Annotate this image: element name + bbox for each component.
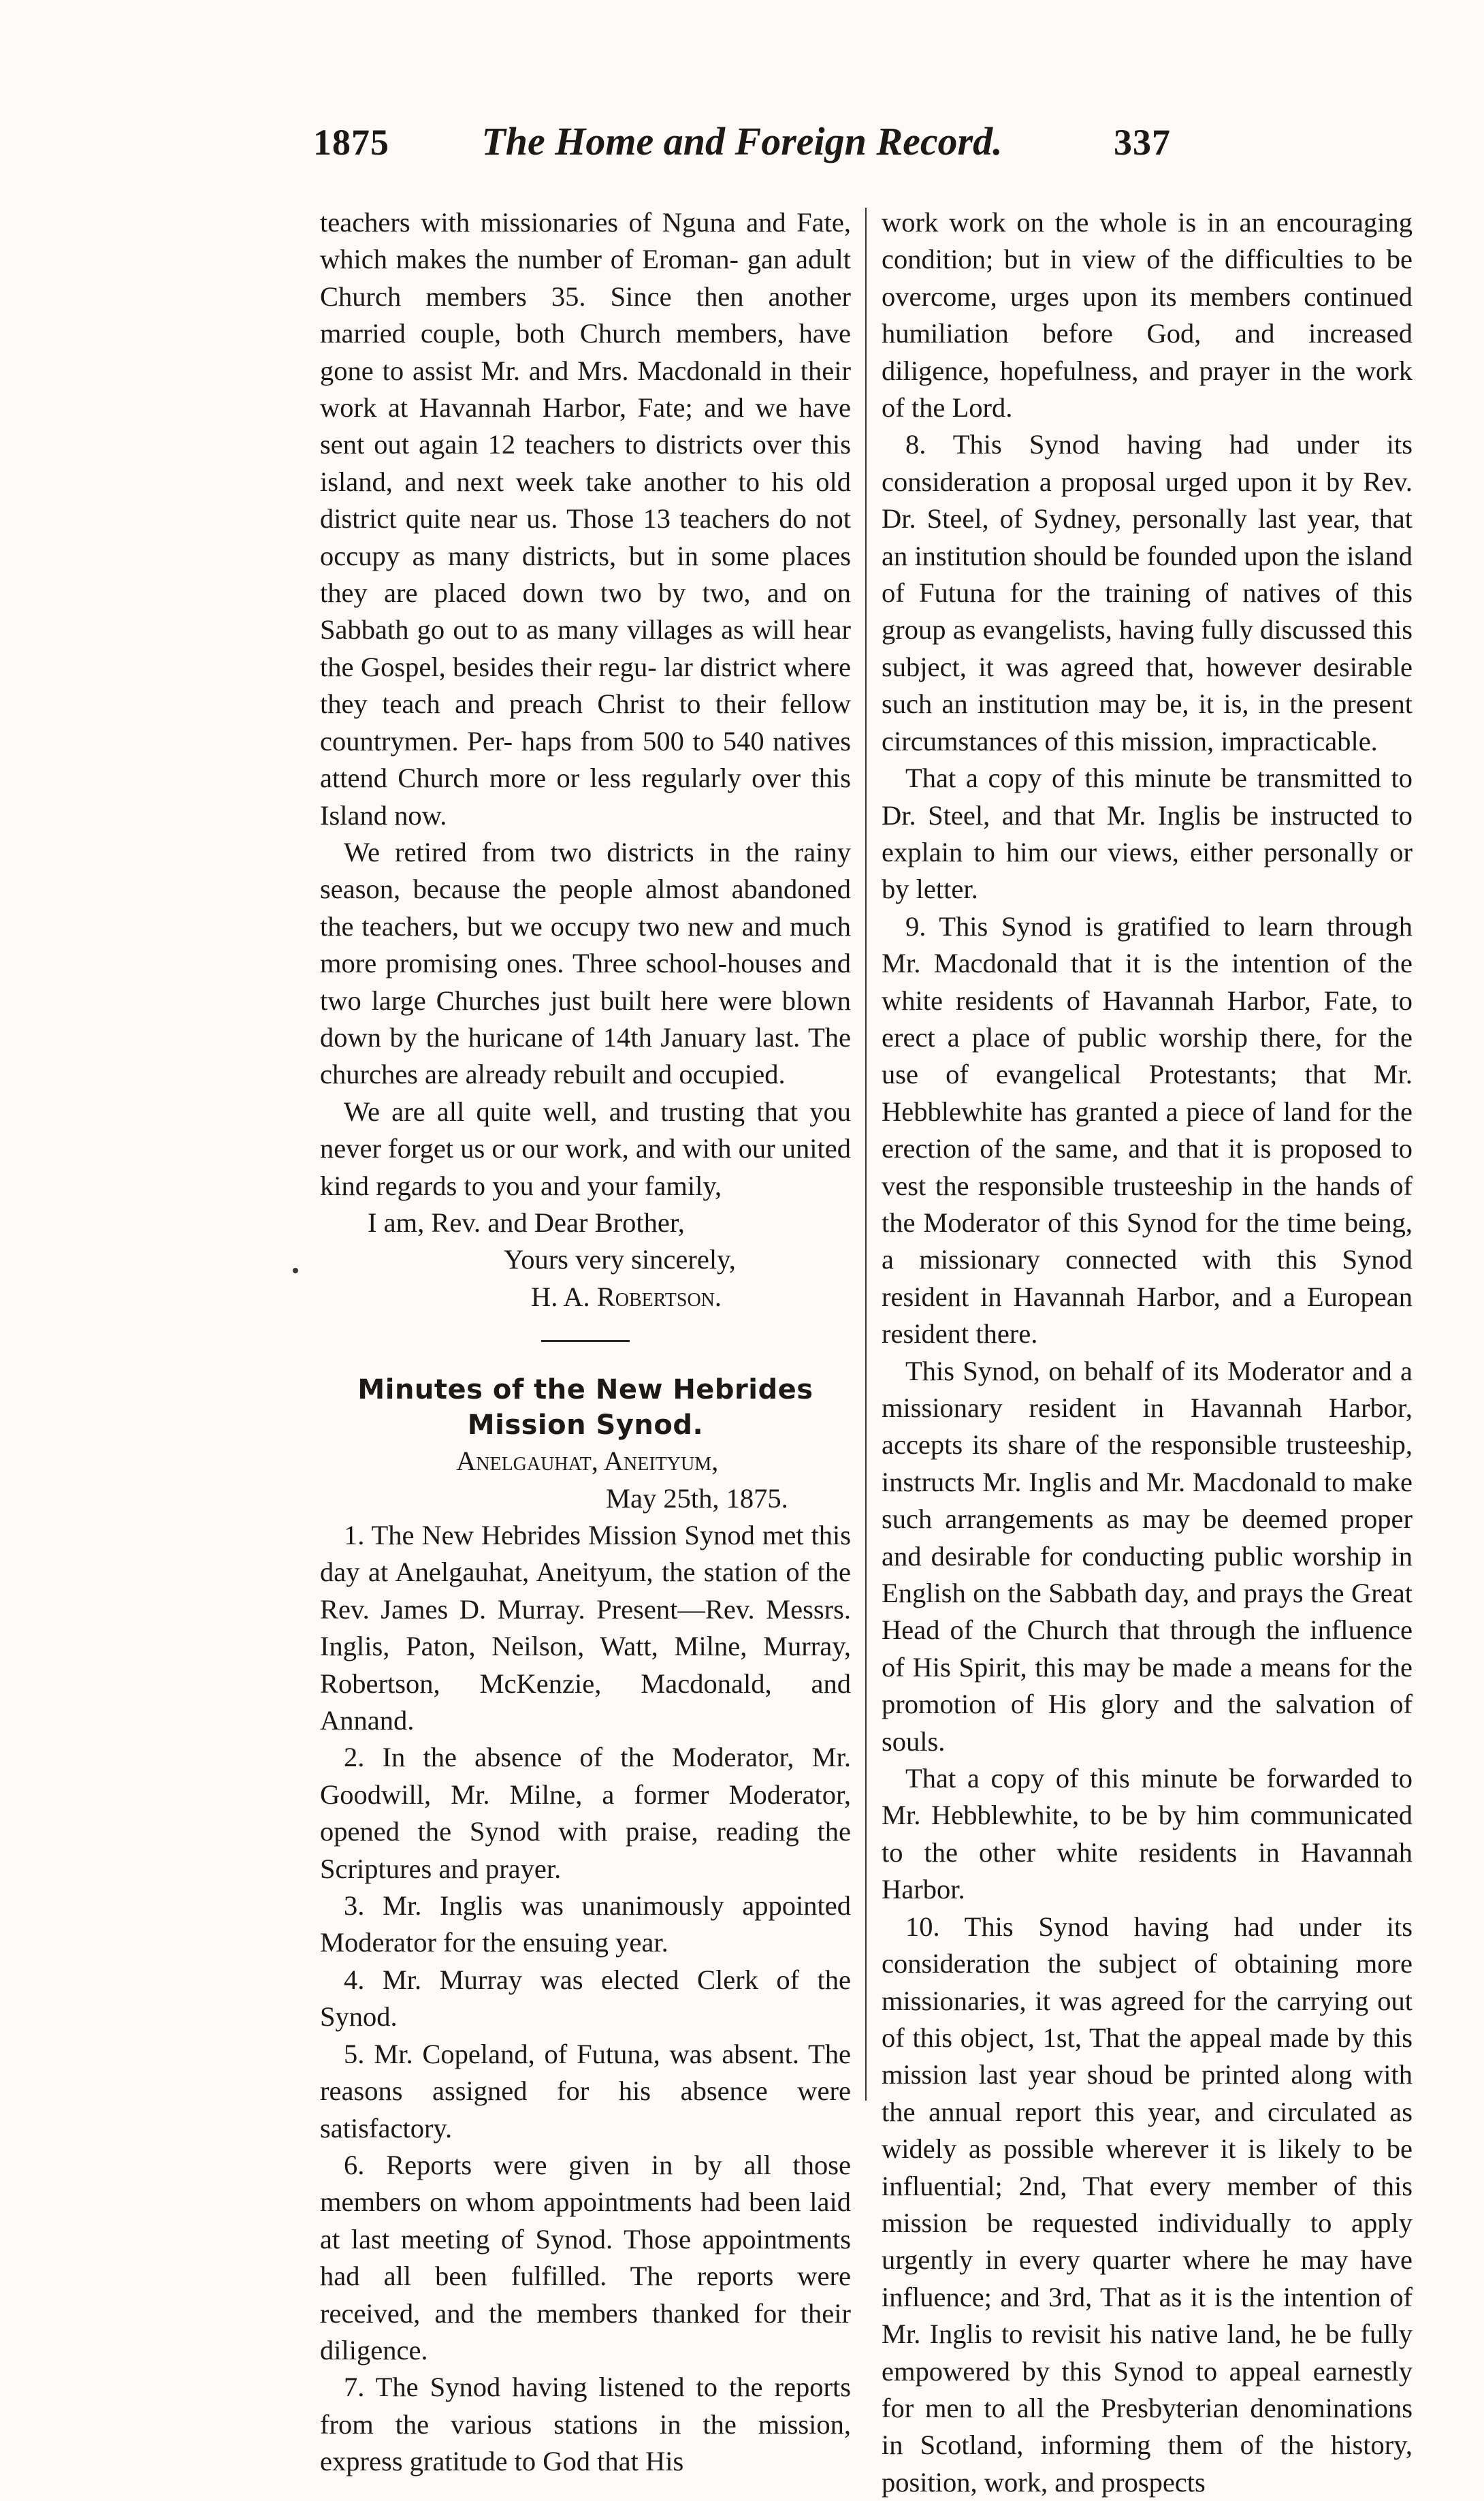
dateline-place: Anelgauhat, Aneityum,	[456, 1446, 719, 1477]
page-number: 337	[1114, 122, 1171, 163]
minute-item: 8. This Synod having had under its consideration a proposal urged upon it by Rev. Dr. Steel, of Sydney, personally last year, that an institution should be founded upon the island of Futuna for the training of natives of this group as evangelists, having fully discussed this subject, it was agreed that, however desirable such an institution may be, it is, in the present circumstances of this mission, impracticable.	[882, 429, 1413, 756]
minute-item-continued: work work on the whole is in an encouraging condition; but in view of the difficulties to be overcome, urges upon its members continued humiliation before God, and increased diligence, hopefulness, and prayer in the work of the Lord.	[882, 207, 1413, 424]
minute-item: 5. Mr. Copeland, of Futuna, was absent. The reasons assigned for his absence were satisfactory.	[320, 2038, 851, 2144]
section-divider	[541, 1340, 630, 1342]
column-divider	[865, 208, 867, 2101]
article-heading: Minutes of the New Hebrides Mission Synod.	[357, 1374, 813, 1441]
minute-item: 10. This Synod having had under its consideration the subject of obtaining more missionaries, it was agreed for the carrying out of this object, 1st, That the appeal made by this mission last year shoud be printed along with the annual report this year, and circulated as widely as possible wherever it is likely to be influential; 2nd, That every member of this mission be requested individually to apply urgently in every quarter where he may have influence; and 3rd, That as it is the intention of Mr. Inglis to revisit his native land, he be fully empowered by this Synod to appeal earnestly for men to all the Presbyterian denominations in Scotland, informing them of the history, position, work, and prospects	[882, 1911, 1413, 2498]
letter-paragraph-continued	[320, 204, 851, 834]
text-line: haps from 500 to 540 natives attend Church more or less regularly over this Island now.	[320, 725, 852, 831]
text-line: teachers with missionaries of Nguna and Fate, which makes the number of Eroman-	[320, 207, 851, 275]
right-column	[882, 204, 1413, 2501]
text-line: members, have gone to assist Mr. and Mrs. Macdonald in their work at Havannah	[320, 318, 851, 424]
letter-valediction: Yours very sincerely,	[504, 1244, 736, 1275]
margin-mark	[293, 1268, 298, 1273]
text-line: and on Sabbath go out to as many villages as will hear the Gospel, besides their regu-	[320, 577, 851, 682]
minute-item: That a copy of this minute be forwarded to Mr. Hebblewhite, to be by him communicated to the other white residents in Havannah Harbor.	[882, 1763, 1413, 1905]
text-line: occupy as many districts, but in some places they are placed down two by two,	[320, 540, 851, 609]
minute-item: 1. The New Hebrides Mission Synod met this day at Anelgauhat, Aneityum, the station of the Rev. James D. Murray. Present—Rev. Messrs. Inglis, Paton, Neilson, Watt, Milne, Murray, Robertson, McKenzie, Macdonald, and Annand.	[320, 1520, 851, 1736]
letter-closing: I am, Rev. and Dear Brother,	[368, 1207, 685, 1238]
minute-item: 7. The Synod having listened to the reports from the various stations in the mission, express gratitude to God that His	[320, 2372, 851, 2477]
minute-item: 9. This Synod is gratified to learn through Mr. Macdonald that it is the intention of the white residents of Havannah Harbor, Fate, to erect a place of public worship there, for the use of evangelical Protestants; that Mr. Hebblewhite has granted a piece of land for the erection of the same, and that it is proposed to vest the responsible trusteeship in the hands of the Moderator of this Synod for the time being, a missionary connected with this Synod resident in Havannah Harbor, and a European resident there.	[882, 910, 1413, 1350]
header-year: 1875	[313, 122, 389, 163]
minute-item: 2. In the absence of the Moderator, Mr. Goodwill, Mr. Milne, a former Moderator, opened the Synod with praise, reading the Scriptures and prayer.	[320, 1742, 851, 1884]
running-header	[313, 121, 1171, 176]
letter-paragraph: We retired from two districts in the rainy season, because the people almost abandoned the teachers, but we occupy two new and much more promising ones. Three school-houses and two large Churches just built here were blown down by the huricane of 14th January last. The churches are already rebuilt and occupied.	[320, 836, 851, 1090]
minute-item: 6. Reports were given in by all those members on whom appointments had been laid at last meeting of Synod. Those appointments had all been fulfilled. The reports were received, and the members thanked for their diligence.	[320, 2149, 851, 2365]
minute-item: This Synod, on behalf of its Moderator and a missionary resident in Havannah Harbor, accepts its share of the responsible trusteeship, instructs Mr. Inglis and Mr. Macdonald to make such arrangements as may be deemed proper and desirable for conducting public worship in English on the Sabbath day, and prays the Great Head of the Church that through the influence of His Spirit, this may be made a means for the promotion of His glory and the salvation of souls.	[882, 1355, 1413, 1757]
text-line: lar district where they teach and preach Christ to their fellow countrymen. Per-	[320, 651, 851, 756]
text-line: Harbor, Fate; and we have sent out again 12 teachers to districts over this island, and	[320, 392, 851, 497]
text-line: gan adult Church members 35. Since then another married couple, both Church	[320, 244, 851, 349]
minute-item: That a copy of this minute be transmitted to Dr. Steel, and that Mr. Inglis be instructed to explain to him our views, either personally or by letter.	[882, 763, 1413, 905]
minute-item: 4. Mr. Murray was elected Clerk of the Synod.	[320, 1964, 851, 2033]
publication-title: The Home and Foreign Record.	[481, 119, 1003, 163]
left-column	[320, 204, 851, 2481]
text-line: next week take another to his old district quite near us. Those 13 teachers do not	[320, 466, 851, 535]
dateline-date: May 25th, 1875.	[606, 1482, 788, 1514]
letter-signature: H. A. Robertson.	[531, 1281, 722, 1312]
letter-paragraph: We are all quite well, and trusting that you never forget us or our work, and with our united kind regards to you and your family,	[320, 1096, 851, 1201]
minute-item: 3. Mr. Inglis was unanimously appointed Moderator for the ensuing year.	[320, 1890, 851, 1958]
